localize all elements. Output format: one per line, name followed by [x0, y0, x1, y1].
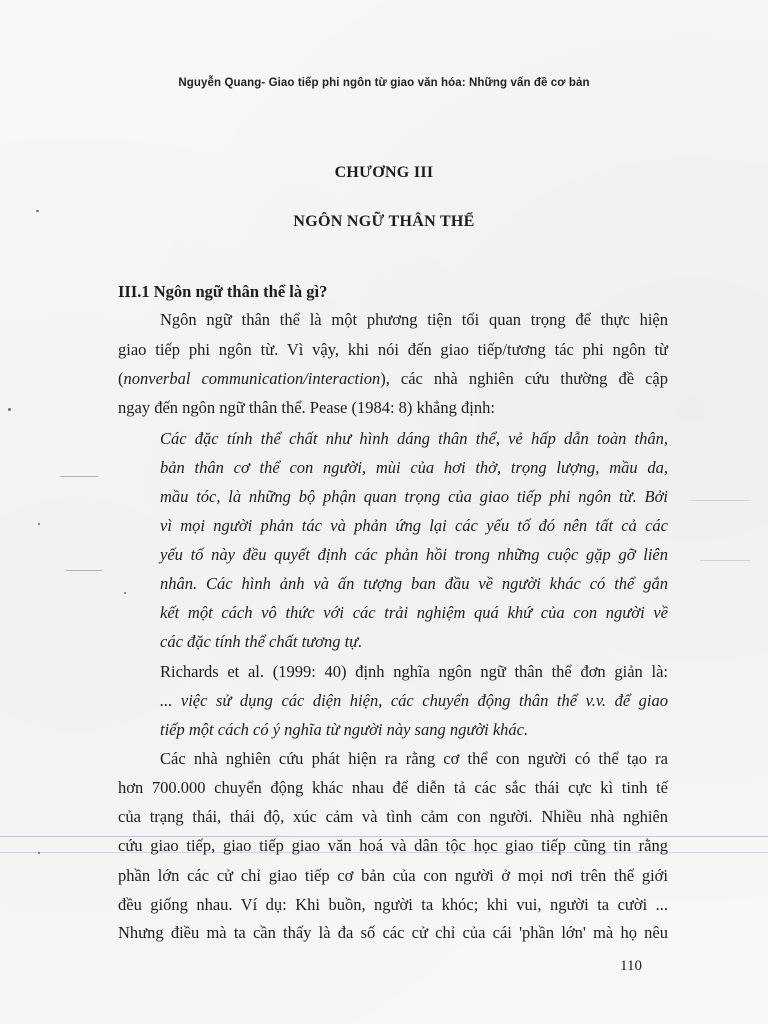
quote-line: các đặc tính thể chất tương tự.: [160, 632, 363, 651]
scan-speck: [36, 210, 39, 212]
chapter-subtitle: NGÔN NGỮ THÂN THỂ: [293, 213, 475, 230]
running-header: Nguyễn Quang- Giao tiếp phi ngôn từ giao văn hóa: Những vấn đề cơ bản: [178, 77, 590, 89]
quote-line: Các đặc tính thể chất như hình dáng thân thể, vẻ hấp dẫn toàn thân,: [160, 429, 668, 448]
paragraph-line: phần lớn các cử chỉ giao tiếp cơ bản của con người ở mọi nơi trên thế giới: [118, 866, 668, 885]
quote-line: yếu tố này đều quyết định các phản hồi trong những cuộc gặp gỡ liên: [160, 545, 668, 564]
page-number: 110: [620, 958, 642, 974]
paragraph-line: đều giống nhau. Ví dụ: Khi buồn, người ta khóc; khi vui, người ta cười ...: [118, 895, 668, 914]
italic-term: nonverbal communication/interaction: [123, 369, 381, 388]
quote-line: mầu tóc, là những bộ phận quan trọng của giao tiếp phi ngôn từ. Bởi: [160, 487, 668, 506]
quote-line: bản thân cơ thể con người, mùi của hơi thở, trọng lượng, mầu da,: [160, 458, 668, 477]
chapter-title: CHƯƠNG III: [334, 164, 434, 181]
paragraph-line: giao tiếp phi ngôn từ. Vì vậy, khi nói đến giao tiếp/tương tác phi ngôn từ: [118, 340, 668, 359]
paragraph-line: Các nhà nghiên cứu phát hiện ra rằng cơ thể con người có thể tạo ra: [160, 749, 668, 768]
quote-line: ... việc sử dụng các diện hiện, các chuyển động thân thể v.v. để giao: [160, 691, 668, 710]
paren-close-rest: ), các nhà nghiên cứu thường đề cập: [380, 369, 669, 388]
scan-dash: [700, 560, 750, 561]
paragraph-line: của trạng thái, thái độ, xúc cảm và tình cảm con người. Nhiều nhà nghiên: [118, 807, 668, 826]
paragraph-line: Nhưng điều mà ta cần thấy là đa số các cử chỉ của cái 'phần lớn' mà họ nêu: [118, 923, 668, 942]
paren-open: (: [118, 369, 124, 388]
section-heading: III.1 Ngôn ngữ thân thể là gì?: [118, 282, 328, 301]
scan-dash: [690, 500, 750, 501]
scan-speck: [38, 852, 40, 854]
quote-line: vì mọi người phản tác và phản ứng lại các yếu tố đó nên tất cả các: [160, 516, 668, 535]
paragraph-line: cứu giao tiếp, giao tiếp giao văn hoá và dân tộc học giao tiếp cũng tin rằng: [118, 836, 668, 855]
scan-dash: [60, 476, 98, 477]
quote-line: nhân. Các hình ảnh và ấn tượng ban đầu về người khác có thể gắn: [160, 574, 668, 593]
scan-speck: [124, 592, 126, 594]
scan-line-artifact: [0, 836, 768, 837]
paragraph-line: Ngôn ngữ thân thể là một phương tiện tối quan trọng để thực hiện: [160, 310, 668, 329]
scan-line-artifact: [0, 852, 768, 853]
scan-dash: [66, 570, 102, 571]
paragraph-line-with-term: [118, 369, 668, 389]
quote-line: kết một cách vô thức với các trải nghiệm quá khứ của con người về: [160, 603, 668, 622]
scan-speck: [8, 408, 11, 411]
paragraph-line: hơn 700.000 chuyển động khác nhau để diễn tả các sắc thái cực kì tinh tế: [118, 778, 668, 797]
paragraph-line: Richards et al. (1999: 40) định nghĩa ngôn ngữ thân thể đơn giản là:: [160, 662, 668, 681]
quote-line: tiếp một cách có ý nghĩa từ người này sang người khác.: [160, 720, 529, 739]
paragraph-line: ngay đến ngôn ngữ thân thể. Pease (1984: 8) khẳng định:: [118, 398, 495, 417]
scan-speck: [38, 523, 40, 525]
